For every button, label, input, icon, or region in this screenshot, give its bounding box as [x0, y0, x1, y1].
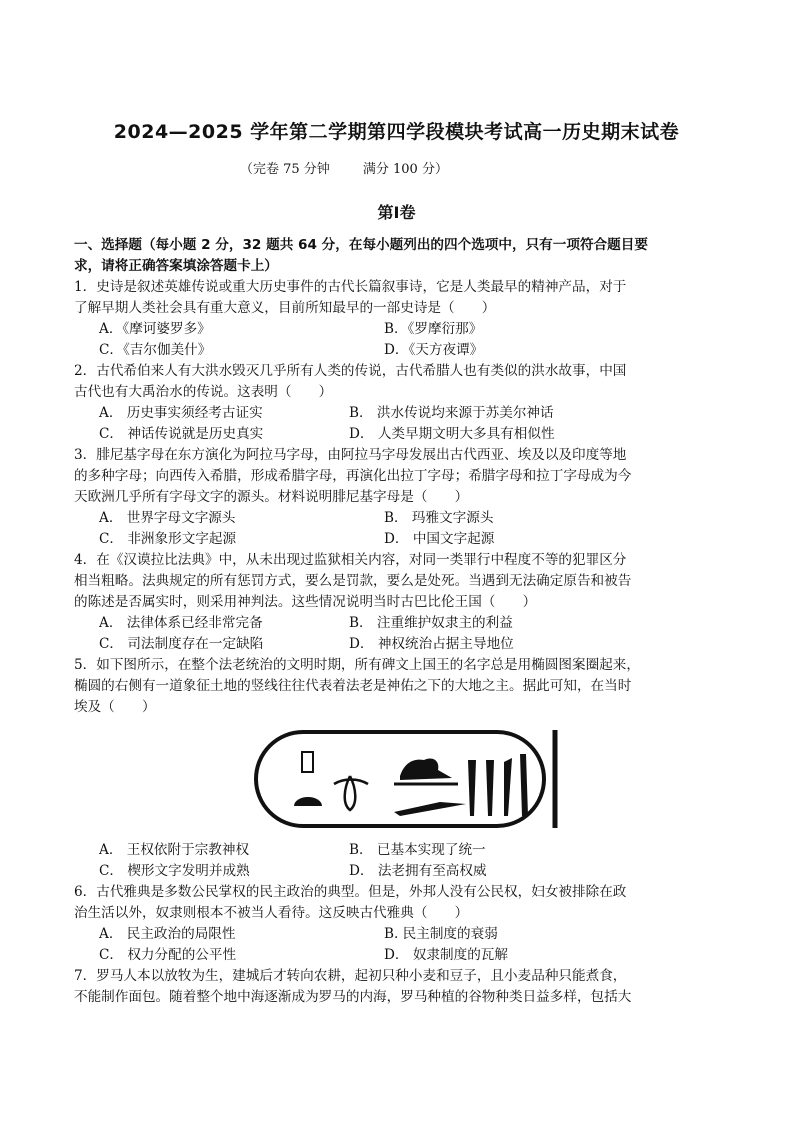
option-b: B． 玛雅文字源头	[384, 510, 494, 526]
cartouche-image	[254, 728, 564, 830]
glyph-lion	[400, 758, 452, 780]
option-b: B． 洪水传说均来源于苏美尔神话	[349, 405, 554, 421]
option-d: D． 神权统治占据主导地位	[349, 636, 514, 652]
option-d: D． 法老拥有至高权威	[349, 863, 487, 879]
section-heading-line: 求，请将正确答案填涂答题卡上）	[74, 258, 278, 274]
option-a: A． 民主政治的局限性	[99, 926, 236, 942]
question-4	[74, 550, 726, 655]
question-2	[74, 361, 726, 445]
options	[74, 319, 726, 361]
option-a: A． 历史事实须经考古证实	[99, 405, 263, 421]
question-line: 埃及（ ）	[74, 699, 156, 715]
options	[74, 613, 726, 655]
section-heading	[74, 235, 726, 277]
volume-heading: 第Ⅰ卷	[377, 203, 416, 222]
exam-content	[74, 235, 726, 1008]
question-line: 相当粗略。法典规定的所有惩罚方式，要么是罚款，要么是处死。当遇到无法确定原告和被告	[74, 573, 632, 589]
option-c: C．《吉尔伽美什》	[99, 342, 212, 358]
glyph-loop	[334, 776, 368, 810]
option-c: C． 权力分配的公平性	[99, 947, 237, 963]
option-d: D． 中国文字起源	[384, 531, 495, 547]
question-line: 古代也有大禹治水的传说。这表明（ ）	[74, 384, 333, 400]
question-line: 5．如下图所示，在整个法老统治的文明时期，所有碑文上国王的名字总是用椭圆图案圈起来，	[74, 657, 640, 673]
question-line: 治生活以外，奴隶则根本不被当人看待。这反映古代雅典（ ）	[74, 905, 469, 921]
question-line: 1．史诗是叙述英雄传说或重大历史事件的古代长篇叙事诗，它是人类最早的精神产品，对于	[74, 279, 627, 295]
question-line: 的多种字母；向西传入希腊，形成希腊字母，再演化出拉丁字母；希腊字母和拉丁字母成为今	[74, 468, 632, 484]
option-b: B. 民主制度的衰弱	[384, 926, 498, 942]
question-line: 7．罗马人本以放牧为生，建城后才转向农耕，起初只种小麦和豆子，且小麦品种只能煮食，	[74, 968, 627, 984]
question-line: 4．在《汉谟拉比法典》中，从未出现过监狱相关内容，对同一类罪行中程度不等的犯罪区分	[74, 552, 627, 568]
question-6	[74, 882, 726, 966]
option-b: B． 已基本实现了统一	[349, 842, 486, 858]
section-heading-line: 一、选择题（每小题 2 分，32 题共 64 分，在每小题列出的四个选项中，只有一项符合题目要	[74, 237, 648, 253]
question-line: 6．古代雅典是多数公民掌权的民主政治的典型。但是，外邦人没有公民权，妇女被排除在政	[74, 884, 627, 900]
exam-title: 2024—2025 学年第二学期第四学段模块考试高一历史期末试卷	[113, 121, 680, 143]
question-7	[74, 966, 726, 1008]
option-d: D．《天方夜谭》	[384, 342, 484, 358]
question-line: 椭圆的右侧有一道象征土地的竖线往往代表着法老是神佑之下的大地之主。据此可知，在当时	[74, 678, 632, 694]
cartouche-figure	[74, 718, 726, 840]
question-1	[74, 277, 726, 361]
options	[74, 924, 726, 966]
question-line: 的陈述是否属实时，则采用神判法。这些情况说明当时古巴比伦王国（ ）	[74, 594, 537, 610]
question-line: 不能制作面包。随着整个地中海逐渐成为罗马的内海，罗马种植的谷物种类日益多样，包括大	[74, 989, 632, 1005]
glyph-reed-1	[468, 760, 476, 816]
option-a: A． 王权依附于宗教神权	[99, 842, 250, 858]
glyph-bread	[294, 797, 322, 806]
glyph-pool	[302, 752, 313, 772]
option-d: D． 人类早期文明大多具有相似性	[349, 426, 555, 442]
question-5	[74, 655, 726, 882]
options	[74, 403, 726, 445]
question-3	[74, 445, 726, 550]
option-c: C． 楔形文字发明并成熟	[99, 863, 250, 879]
option-a: A． 世界字母文字源头	[99, 510, 236, 526]
exam-subtitle: （完卷 75 分钟 满分 100 分）	[240, 162, 448, 177]
glyph-reed-4	[520, 754, 528, 816]
option-a: A．《摩诃婆罗多》	[99, 321, 211, 337]
options	[74, 840, 726, 882]
glyph-reed-2	[486, 760, 494, 816]
question-line: 了解早期人类社会具有重大意义，目前所知最早的一部史诗是（ ）	[74, 300, 496, 316]
option-b: B．《罗摩衍那》	[384, 321, 483, 337]
options	[74, 508, 726, 550]
option-c: C． 非洲象形文字起源	[99, 531, 237, 547]
option-c: C． 神话传说就是历史真实	[99, 426, 264, 442]
option-b: B． 注重维护奴隶主的利益	[349, 615, 513, 631]
question-line: 2．古代希伯来人有大洪水毁灭几乎所有人类的传说，古代希腊人也有类似的洪水故事，中国	[74, 363, 627, 379]
question-line: 天欧洲几乎所有字母文字的源头。材料说明腓尼基字母是（ ）	[74, 489, 469, 505]
question-line: 3．腓尼基字母在东方演化为阿拉马字母，由阿拉马字母发展出古代西亚、埃及以及印度等地	[74, 447, 627, 463]
option-d: D． 奴隶制度的瓦解	[384, 947, 508, 963]
glyph-reed-3	[504, 758, 512, 816]
option-c: C． 司法制度存在一定缺陷	[99, 636, 264, 652]
option-a: A． 法律体系已经非常完备	[99, 615, 263, 631]
glyph-flat	[394, 802, 466, 816]
